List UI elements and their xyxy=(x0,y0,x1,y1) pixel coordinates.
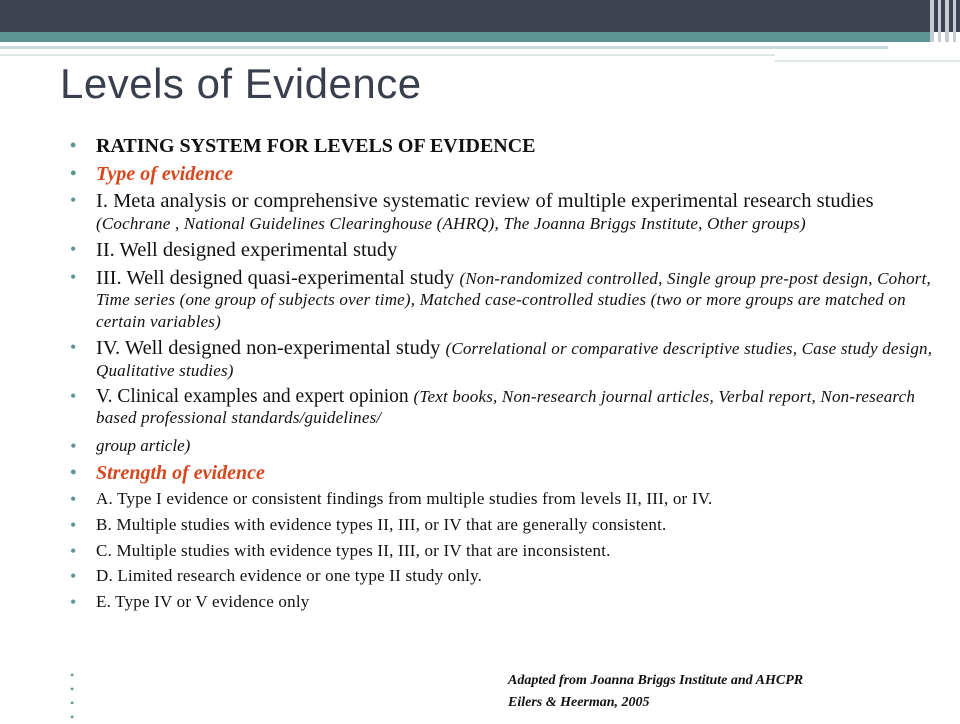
bullet-icon: • xyxy=(70,163,77,183)
level-text: II. Well designed experimental study xyxy=(96,239,398,262)
attribution xyxy=(508,670,803,714)
level-item xyxy=(70,338,940,381)
list-item xyxy=(70,136,940,157)
bullet-icon: • xyxy=(70,592,77,613)
slide-body xyxy=(70,136,940,619)
bullet-icon: • xyxy=(70,540,77,561)
decor-bar xyxy=(938,0,941,42)
strength-item xyxy=(70,593,940,611)
type-heading: Type of evidence xyxy=(96,163,233,185)
level-text: IV. Well designed non-experimental study xyxy=(96,337,446,360)
list-item xyxy=(70,164,940,185)
rating-heading: RATING SYSTEM FOR LEVELS OF EVIDENCE xyxy=(96,135,536,157)
strength-text: E. Type IV or V evidence only xyxy=(96,592,310,612)
bullet-icon: • xyxy=(70,461,77,482)
strength-text: B. Multiple studies with evidence types II, III, or IV that are generally consistent. xyxy=(96,514,667,534)
empty-bullets: • • • • xyxy=(70,668,75,724)
bullet-icon: • xyxy=(70,566,77,587)
bullet-icon: • xyxy=(70,436,77,457)
level-text: III. Well designed quasi-experimental study xyxy=(96,266,460,289)
attribution-line: Adapted from Joanna Briggs Institute and AHCPR xyxy=(508,673,804,688)
bullet-icon: • xyxy=(70,266,77,287)
attribution-line: Eilers & Heerman, 2005 xyxy=(508,695,650,710)
decor-bar xyxy=(945,0,949,42)
level-item xyxy=(70,268,940,333)
continuation-text: group article) xyxy=(96,436,191,456)
strength-item xyxy=(70,567,940,585)
list-item xyxy=(70,437,940,455)
accent-band xyxy=(0,32,930,42)
bullet-icon: • xyxy=(70,337,77,358)
bullet-icon: • xyxy=(70,190,77,210)
level-item xyxy=(70,191,940,234)
decor-rule xyxy=(0,54,775,56)
bullet-icon: • xyxy=(70,135,77,155)
strength-text: A. Type I evidence or consistent findings from multiple studies from levels II, III, or IV. xyxy=(96,488,713,508)
decor-bar xyxy=(953,0,956,42)
bullet-icon: • xyxy=(70,488,77,509)
bullet-icon: • xyxy=(70,239,77,260)
strength-text: D. Limited research evidence or one type II study only. xyxy=(96,566,483,586)
bullet-icon: • xyxy=(70,386,77,407)
strength-item xyxy=(70,490,940,508)
bullet-icon: • xyxy=(70,514,77,535)
strength-item xyxy=(70,542,940,560)
list-item xyxy=(70,463,940,484)
strength-heading: Strength of evidence xyxy=(96,461,265,484)
level-item xyxy=(70,387,940,428)
level-note: (Correlational or comparative descriptive studies, Case study design, Qualitative studies) xyxy=(96,339,933,380)
header-bar xyxy=(0,0,960,32)
decor-rule xyxy=(775,60,960,62)
strength-item xyxy=(70,516,940,534)
strength-text: C. Multiple studies with evidence types II, III, or IV that are inconsistent. xyxy=(96,540,611,560)
level-item xyxy=(70,240,940,262)
slide-title: Levels of Evidence xyxy=(60,60,422,107)
level-note: (Text books, Non-research journal articles, Verbal report, Non-research based professional standards/guidelines/ xyxy=(96,387,916,427)
decor-rule xyxy=(0,46,888,49)
level-note: (Cochrane , National Guidelines Clearinghouse (AHRQ), The Joanna Briggs Institute, Other groups) xyxy=(96,213,806,233)
level-note: (Non-randomized controlled, Single group pre-post design, Cohort, Time series (one group of subjects over time), Matched case-controlled studies (two or more groups are matched on certain variables) xyxy=(96,268,931,331)
level-text: I. Meta analysis or comprehensive systematic review of multiple experimental research studies xyxy=(96,190,874,212)
decor-bar xyxy=(930,0,934,42)
level-text: V. Clinical examples and expert opinion xyxy=(96,386,414,408)
